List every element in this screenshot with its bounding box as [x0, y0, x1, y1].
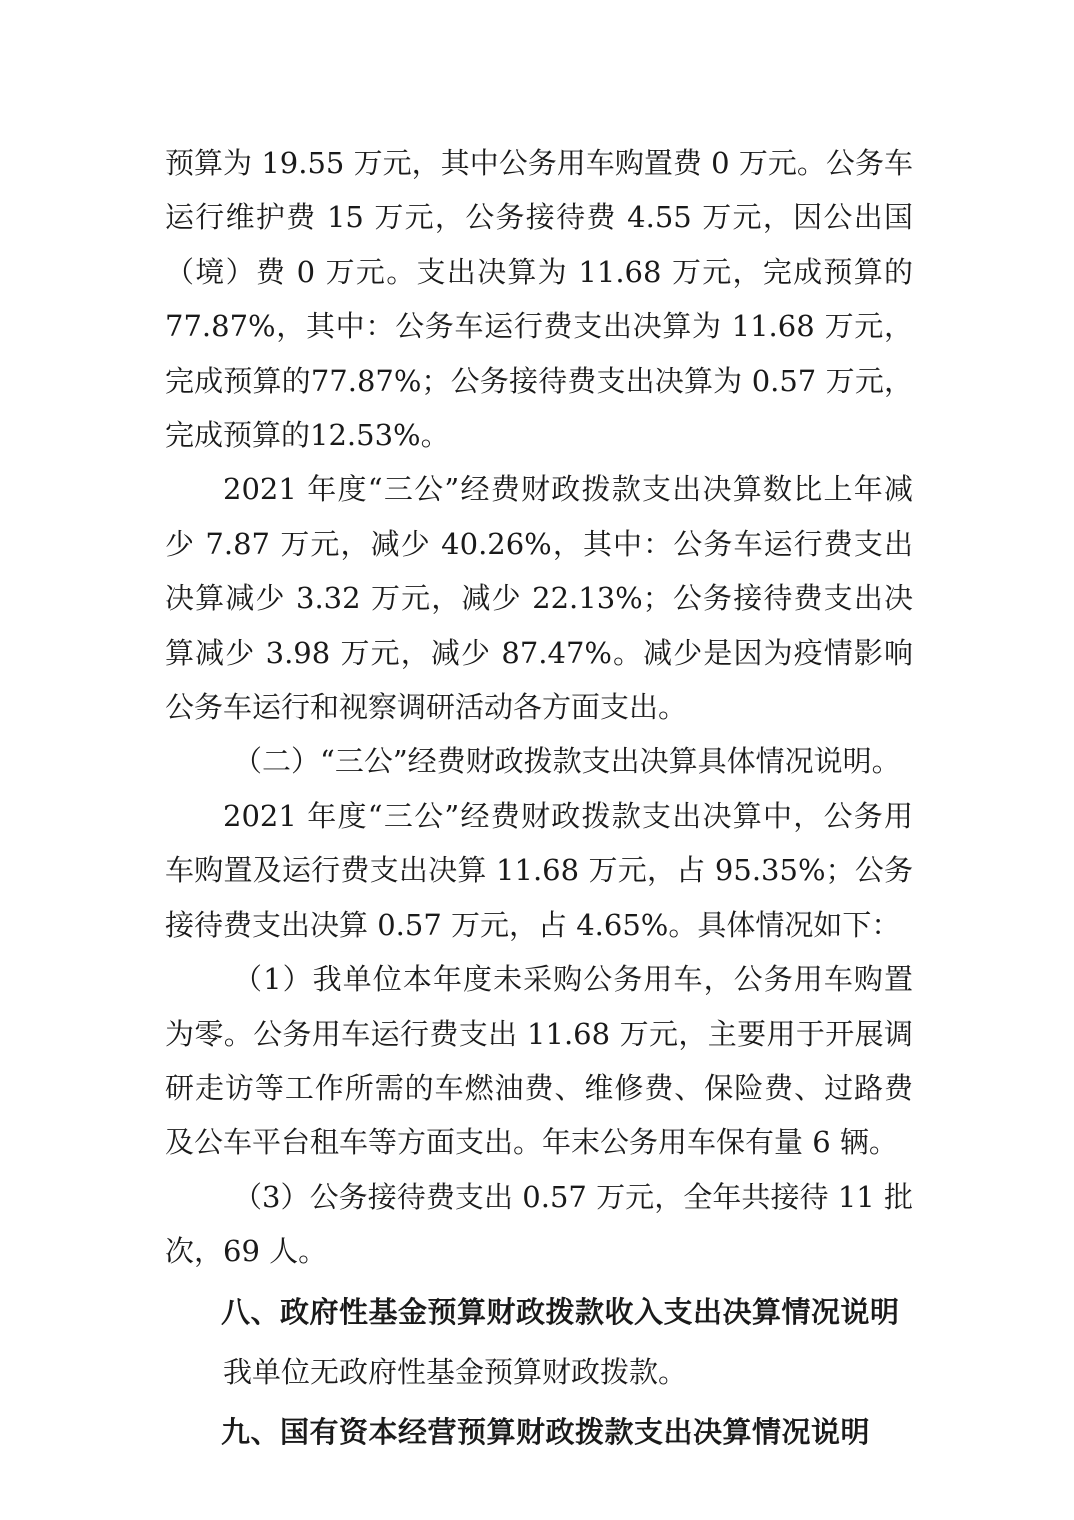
- section-heading-state-capital: 九、国有资本经营预算财政拨款支出决算情况说明: [221, 1415, 871, 1450]
- paragraph-government-fund: 我单位无政府性基金预算财政拨款。: [223, 1354, 688, 1389]
- paragraph-year-comparison: 2021 年度“三公”经费财政拨款支出决算数比上年减少 7.87 万元，减少 40.26%，其中：公务车运行费支出决算减少 3.32 万元，减少 22.13%；公务接待费支出决算减少 3.98 万元，减少 87.47%。减少是因为疫情影响公务车运行和视察调研活动各方面支出。: [165, 472, 913, 725]
- paragraph-reception-expenses: （3）公务接待费支出 0.57 万元，全年共接待 11 批次，69 人。: [165, 1179, 913, 1269]
- paragraph-expenditure-breakdown: 2021 年度“三公”经费财政拨款支出决算中，公务用车购置及运行费支出决算 11.68 万元，占 95.35%；公务接待费支出决算 0.57 万元，占 4.65%。具体情况如下：: [165, 798, 913, 942]
- section-heading-government-fund: 八、政府性基金预算财政拨款收入支出决算情况说明: [221, 1294, 900, 1329]
- document-page: [165, 136, 913, 1466]
- subheading-three-public-details: （二）“三公”经费财政拨款支出决算具体情况说明。: [233, 744, 901, 779]
- paragraph-vehicle-expenses: （1）我单位本年度未采购公务用车，公务用车购置为零。公务用车运行费支出 11.68 万元，主要用于开展调研走访等工作所需的车燃油费、维修费、保险费、过路费及公车平台租车等方面支出。年末公务用车保有量 6 辆。: [165, 962, 913, 1160]
- paragraph-three-public-budget: 预算为 19.55 万元，其中公务用车购置费 0 万元。公务车运行维护费 15 万元，公务接待费 4.55 万元，因公出国（境）费 0 万元。支出决算为 11.68 万元，完成预算的 77.87%，其中：公务车运行费支出决算为 11.68 万元，完成预算的77.87%；公务接待费支出决算为 0.57 万元，完成预算的12.53%。: [165, 146, 913, 453]
